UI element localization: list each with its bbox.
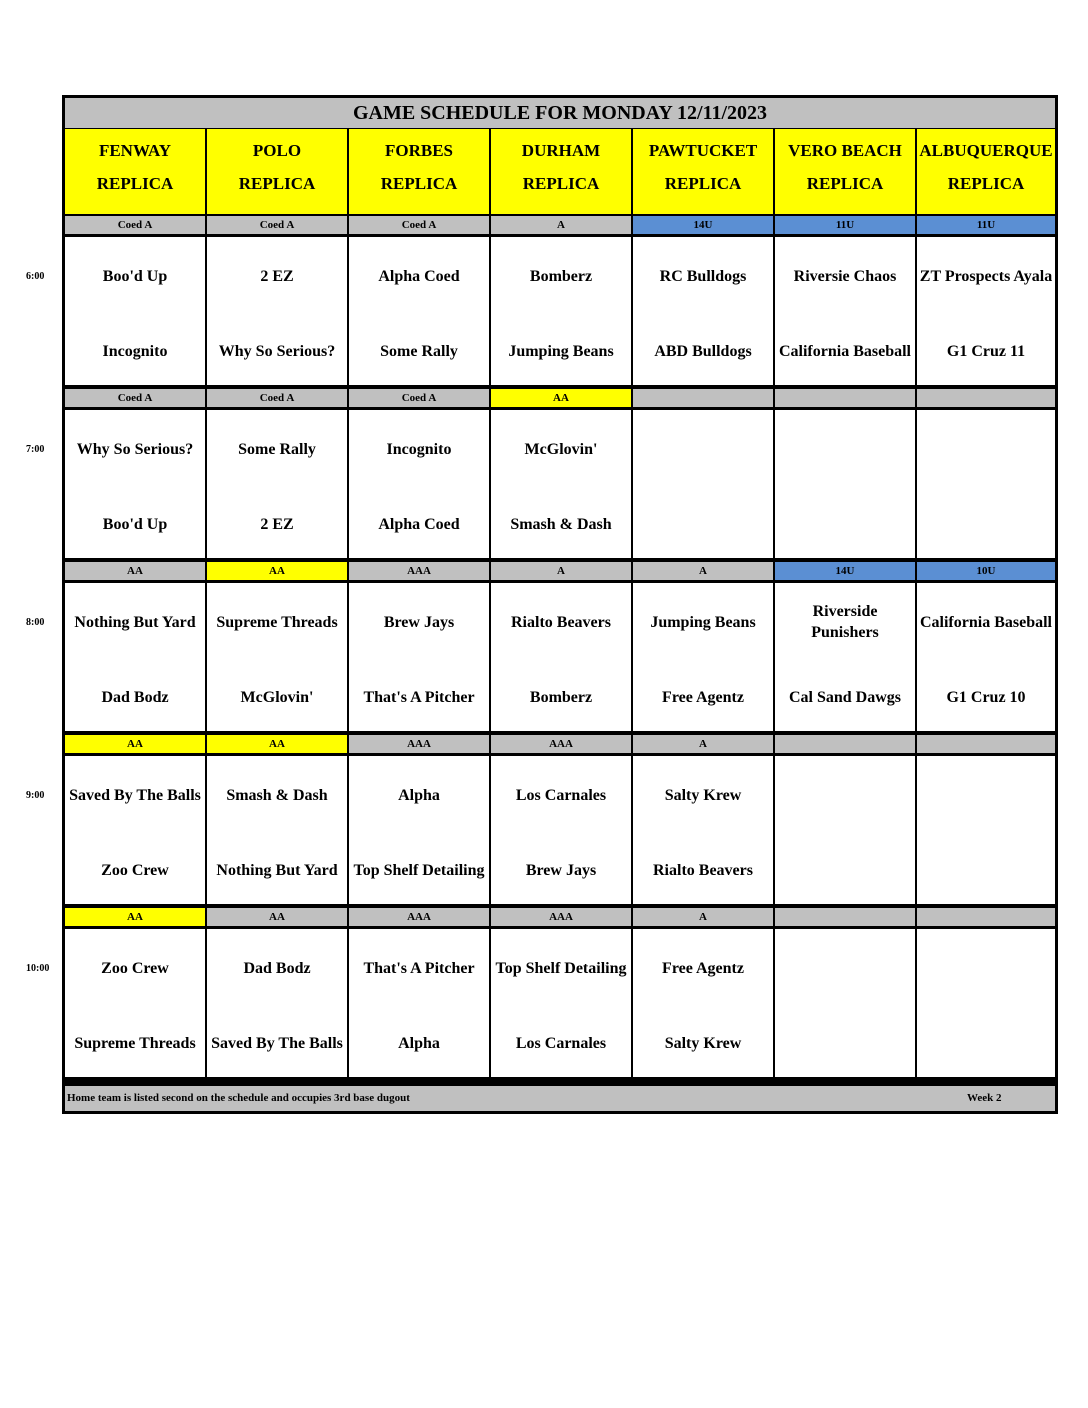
home-team [775, 500, 915, 548]
game-cell [633, 756, 773, 904]
game-cell [775, 929, 915, 1077]
home-team: Saved By The Balls [211, 1034, 343, 1052]
away-team: Rialto Beavers [511, 613, 611, 631]
division-label: Coed A [65, 216, 205, 234]
game-cell [349, 583, 489, 731]
away-team: Boo'd Up [102, 267, 168, 285]
division-label: Coed A [65, 389, 205, 407]
division-label: AA [207, 735, 347, 753]
division-label: 11U [917, 216, 1055, 234]
division-label [917, 908, 1055, 926]
away-team: Why So Serious? [76, 440, 194, 458]
division-label [775, 389, 915, 407]
home-team: ABD Bulldogs [654, 342, 752, 360]
division-label: 14U [633, 216, 773, 234]
game-cell [65, 929, 205, 1077]
away-team: McGlovin' [524, 440, 598, 458]
game-cell [65, 756, 205, 904]
field-header [349, 129, 489, 214]
away-team: Bomberz [529, 267, 593, 285]
home-team: California Baseball [778, 342, 911, 360]
home-team: Rialto Beavers [653, 861, 753, 879]
home-team-note: Home team is listed second on the schedule and occupies 3rd base dugout [67, 1092, 410, 1104]
field-header [917, 129, 1055, 214]
division-label: Coed A [207, 216, 347, 234]
away-team: Supreme Threads [216, 613, 338, 631]
away-team: California Baseball [919, 613, 1052, 631]
game-cell [491, 410, 631, 558]
game-cell [207, 929, 347, 1077]
game-cell [349, 410, 489, 558]
away-team: That's A Pitcher [363, 959, 475, 977]
away-team [775, 425, 915, 473]
game-cell [65, 237, 205, 385]
home-team: Brew Jays [525, 861, 597, 879]
away-team: Saved By The Balls [69, 786, 201, 804]
division-label: AA [65, 562, 205, 580]
field-header [491, 129, 631, 214]
game-cell [917, 237, 1055, 385]
home-team: Dad Bodz [101, 688, 169, 706]
game-cell [207, 410, 347, 558]
field-subtitle: REPLICA [96, 174, 174, 193]
away-team: Riversie Chaos [793, 267, 897, 285]
home-team: Boo'd Up [102, 515, 168, 533]
home-team [917, 500, 1055, 548]
time-label: 7:00 [26, 444, 45, 455]
home-team: Alpha Coed [378, 515, 460, 533]
away-team [917, 944, 1055, 992]
game-cell [349, 237, 489, 385]
home-team: Bomberz [529, 688, 593, 706]
division-label [917, 389, 1055, 407]
game-cell [917, 583, 1055, 731]
division-label: AAA [491, 908, 631, 926]
division-label [633, 389, 773, 407]
field-header [633, 129, 773, 214]
schedule-footer [65, 1086, 1055, 1111]
home-team: G1 Cruz 10 [946, 688, 1026, 706]
away-team: Salty Krew [664, 786, 742, 804]
away-team: Los Carnales [515, 786, 607, 804]
division-label: AAA [349, 908, 489, 926]
home-team: Top Shelf Detailing [353, 861, 485, 879]
home-team: Salty Krew [664, 1034, 742, 1052]
game-cell [491, 237, 631, 385]
game-cell [917, 756, 1055, 904]
home-team: McGlovin' [240, 688, 314, 706]
game-cell [491, 583, 631, 731]
away-team: Free Agentz [662, 959, 744, 977]
game-cell [207, 756, 347, 904]
field-subtitle: REPLICA [238, 174, 316, 193]
game-cell [491, 929, 631, 1077]
field-subtitle: REPLICA [522, 174, 600, 193]
home-team: Nothing But Yard [216, 861, 338, 879]
field-subtitle: REPLICA [380, 174, 458, 193]
game-cell [775, 237, 915, 385]
home-team [917, 1019, 1055, 1067]
home-team: G1 Cruz 11 [946, 342, 1026, 360]
field-name: FENWAY [98, 141, 172, 160]
game-cell [917, 410, 1055, 558]
home-team: Incognito [102, 342, 168, 360]
division-label [775, 735, 915, 753]
game-cell [633, 583, 773, 731]
home-team: Cal Sand Dawgs [788, 688, 902, 706]
division-label: A [633, 908, 773, 926]
game-cell [65, 410, 205, 558]
schedule-title: GAME SCHEDULE FOR MONDAY 12/11/2023 [65, 98, 1055, 128]
division-label: Coed A [349, 389, 489, 407]
field-subtitle: REPLICA [664, 174, 742, 193]
home-team: Zoo Crew [101, 861, 169, 879]
field-name: DURHAM [521, 141, 601, 160]
home-team: Alpha [398, 1034, 440, 1052]
time-label: 10:00 [26, 963, 50, 974]
schedule-table [62, 95, 1058, 1114]
home-team [917, 846, 1055, 894]
division-label: AAA [349, 562, 489, 580]
game-cell [775, 756, 915, 904]
away-team: Some Rally [238, 440, 316, 458]
division-label: 10U [917, 562, 1055, 580]
away-team: Jumping Beans [650, 613, 756, 631]
division-label: Coed A [207, 389, 347, 407]
home-team: That's A Pitcher [363, 688, 475, 706]
field-header [775, 129, 915, 214]
field-subtitle: REPLICA [806, 174, 884, 193]
home-team: Los Carnales [515, 1034, 607, 1052]
home-team: Jumping Beans [508, 342, 614, 360]
time-label: 8:00 [26, 617, 45, 628]
away-team: Smash & Dash [226, 786, 328, 804]
field-name: VERO BEACH [788, 141, 902, 160]
away-team: Dad Bodz [243, 959, 311, 977]
game-cell [775, 410, 915, 558]
division-label: AA [207, 562, 347, 580]
game-cell [633, 929, 773, 1077]
home-team: Smash & Dash [510, 515, 612, 533]
away-team [775, 771, 915, 819]
away-team: Brew Jays [383, 613, 455, 631]
field-name: FORBES [384, 141, 454, 160]
home-team [633, 500, 773, 548]
home-team: Some Rally [380, 342, 458, 360]
division-label: 14U [775, 562, 915, 580]
home-team: 2 EZ [260, 515, 294, 533]
division-label [917, 735, 1055, 753]
game-cell [207, 237, 347, 385]
away-team [775, 944, 915, 992]
away-team [917, 771, 1055, 819]
division-label: AA [207, 908, 347, 926]
away-team: ZT Prospects Ayala [919, 267, 1053, 285]
game-cell [349, 756, 489, 904]
division-label: A [633, 735, 773, 753]
division-label: AA [65, 735, 205, 753]
away-team: Alpha [398, 786, 440, 804]
home-team [775, 1019, 915, 1067]
division-label [775, 908, 915, 926]
division-label: Coed A [349, 216, 489, 234]
game-cell [207, 583, 347, 731]
division-label: A [633, 562, 773, 580]
field-name: ALBUQUERQUE [919, 141, 1053, 160]
away-team: RC Bulldogs [659, 267, 747, 285]
division-label: AA [491, 389, 631, 407]
away-team [917, 425, 1055, 473]
away-team [633, 425, 773, 473]
home-team [775, 846, 915, 894]
division-label: 11U [775, 216, 915, 234]
away-team: Alpha Coed [378, 267, 460, 285]
field-name: PAWTUCKET [648, 141, 758, 160]
away-team: Incognito [386, 440, 452, 458]
field-name: POLO [252, 141, 302, 160]
division-label: A [491, 562, 631, 580]
away-team: 2 EZ [260, 267, 294, 285]
game-cell [65, 583, 205, 731]
time-label: 6:00 [26, 271, 45, 282]
division-label: A [491, 216, 631, 234]
home-team: Supreme Threads [74, 1034, 196, 1052]
game-cell [775, 583, 915, 731]
away-team: Riverside Punishers [811, 603, 879, 641]
game-cell [491, 756, 631, 904]
home-team: Why So Serious? [218, 342, 336, 360]
division-label: AAA [349, 735, 489, 753]
time-label: 9:00 [26, 790, 45, 801]
field-subtitle: REPLICA [947, 174, 1025, 193]
week-label: Week 2 [967, 1092, 1002, 1104]
away-team: Nothing But Yard [74, 613, 196, 631]
field-header [207, 129, 347, 214]
division-label: AAA [491, 735, 631, 753]
away-team: Top Shelf Detailing [495, 959, 627, 977]
away-team: Zoo Crew [101, 959, 169, 977]
home-team: Free Agentz [662, 688, 744, 706]
game-cell [917, 929, 1055, 1077]
game-cell [633, 237, 773, 385]
game-cell [349, 929, 489, 1077]
field-header [65, 129, 205, 214]
game-cell [633, 410, 773, 558]
division-label: AA [65, 908, 205, 926]
